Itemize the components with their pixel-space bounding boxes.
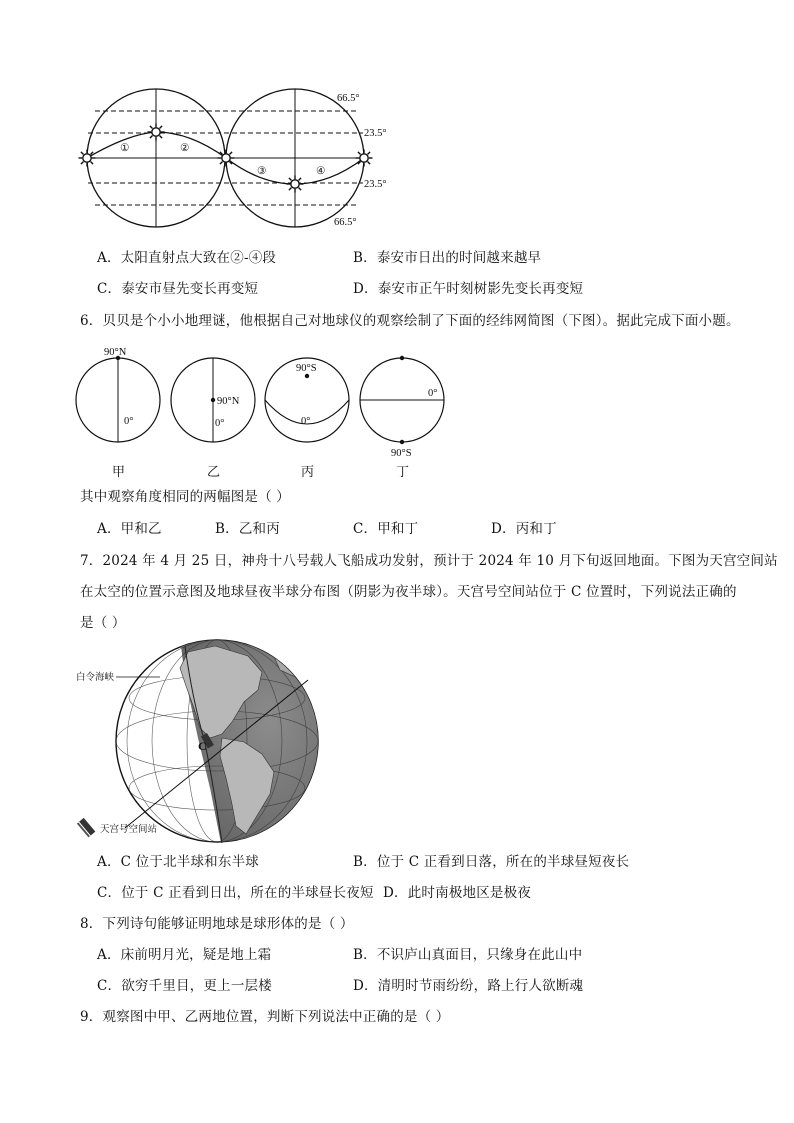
space-station-icon (77, 818, 95, 838)
q9-stem: 9．观察图中甲、乙两地位置，判断下列说法中正确的是（ ） (80, 1009, 450, 1025)
q8-stem: 8．下列诗句能够证明地球是球形体的是（ ） (80, 916, 354, 932)
q6-option-a: A．甲和乙 (97, 521, 162, 537)
lat-label: 23.5° (364, 179, 387, 190)
segment-label: ③ (257, 166, 267, 177)
caption-ding: 丁 (396, 465, 410, 480)
caption-bing: 丙 (301, 465, 315, 480)
q7-option-c: C．位于 C 正看到日出，所在的半球昼长夜短 (97, 885, 374, 901)
ding-pole-label: 90°S (391, 448, 412, 459)
q8-option-b: B．不识庐山真面目，只缘身在此山中 (353, 947, 583, 963)
station-label: 天宫号空间站 (100, 825, 158, 835)
q6-question: 其中观察角度相同的两幅图是（ ） (80, 489, 290, 505)
yi-zero-label: 0° (215, 418, 225, 429)
q7-stem-line-1: 7．2024 年 4 月 25 日，神舟十八号载人飞船成功发射，预计于 2024 年 10 月下旬返回地面。下图为天宫空间站 (80, 553, 778, 569)
q7-stem-line-3: 是（ ） (80, 615, 126, 631)
bing-pole-label: 90°S (296, 363, 317, 374)
q6-option-c: C．甲和丁 (353, 521, 419, 537)
segment-label: ① (120, 143, 130, 154)
q7-option-d: D．此时南极地区是极夜 (383, 885, 532, 901)
q6-option-d: D．丙和丁 (491, 521, 557, 537)
lat-label: 66.5° (334, 217, 357, 228)
globe-figure (0, 638, 794, 848)
sun-icon (287, 176, 304, 193)
q8-option-a: A．床前明月光，疑是地上霜 (97, 947, 272, 963)
yi-pole-label: 90°N (217, 396, 240, 407)
sun-icon (218, 150, 235, 167)
lat-label: 23.5° (364, 128, 387, 139)
strait-label: 白令海峡 (76, 673, 115, 683)
segment-label: ② (180, 143, 190, 154)
q7-option-b: B．位于 C 正看到日落，所在的半球昼短夜长 (353, 854, 630, 870)
q6-option-b: B．乙和丙 (215, 521, 280, 537)
caption-yi: 乙 (207, 465, 221, 480)
caption-jia: 甲 (112, 465, 126, 480)
ding-zero-label: 0° (428, 388, 438, 399)
q8-option-c: C．欲穷千里目，更上一层楼 (97, 978, 272, 994)
q7-option-a: A．C 位于北半球和东半球 (97, 854, 259, 870)
jia-pole-label: 90°N (104, 347, 127, 358)
point-c-label: C (198, 739, 207, 753)
segment-label: ④ (316, 166, 326, 177)
jia-zero-label: 0° (124, 416, 134, 427)
bing-zero-label: 0° (301, 416, 311, 427)
q6-stem: 6．贝贝是个小小地理谜，他根据自己对地球仪的观察绘制了下面的经纬网简图（下图）。据此完成下面小题。 (80, 313, 740, 329)
q5-option-d: D．泰安市正午时刻树影先变长再变短 (353, 281, 584, 297)
q5-option-b: B．泰安市日出的时间越来越早 (353, 250, 542, 266)
q8-option-d: D．清明时节雨纷纷，路上行人欲断魂 (353, 978, 584, 994)
sun-icon (148, 124, 165, 141)
q7-stem-line-2: 在太空的位置示意图及地球昼夜半球分布图（阴影为夜半球）。天宫号空间站位于 C 位置时，下列说法正确的 (80, 584, 737, 600)
q5-option-c: C．泰安市昼先变长再变短 (97, 281, 259, 297)
lat-label: 66.5° (337, 93, 360, 104)
sun-icon (356, 150, 373, 167)
q5-option-a: A．太阳直射点大致在②-④段 (97, 250, 277, 266)
orbit-diagram (0, 0, 794, 240)
sun-icon (79, 150, 96, 167)
